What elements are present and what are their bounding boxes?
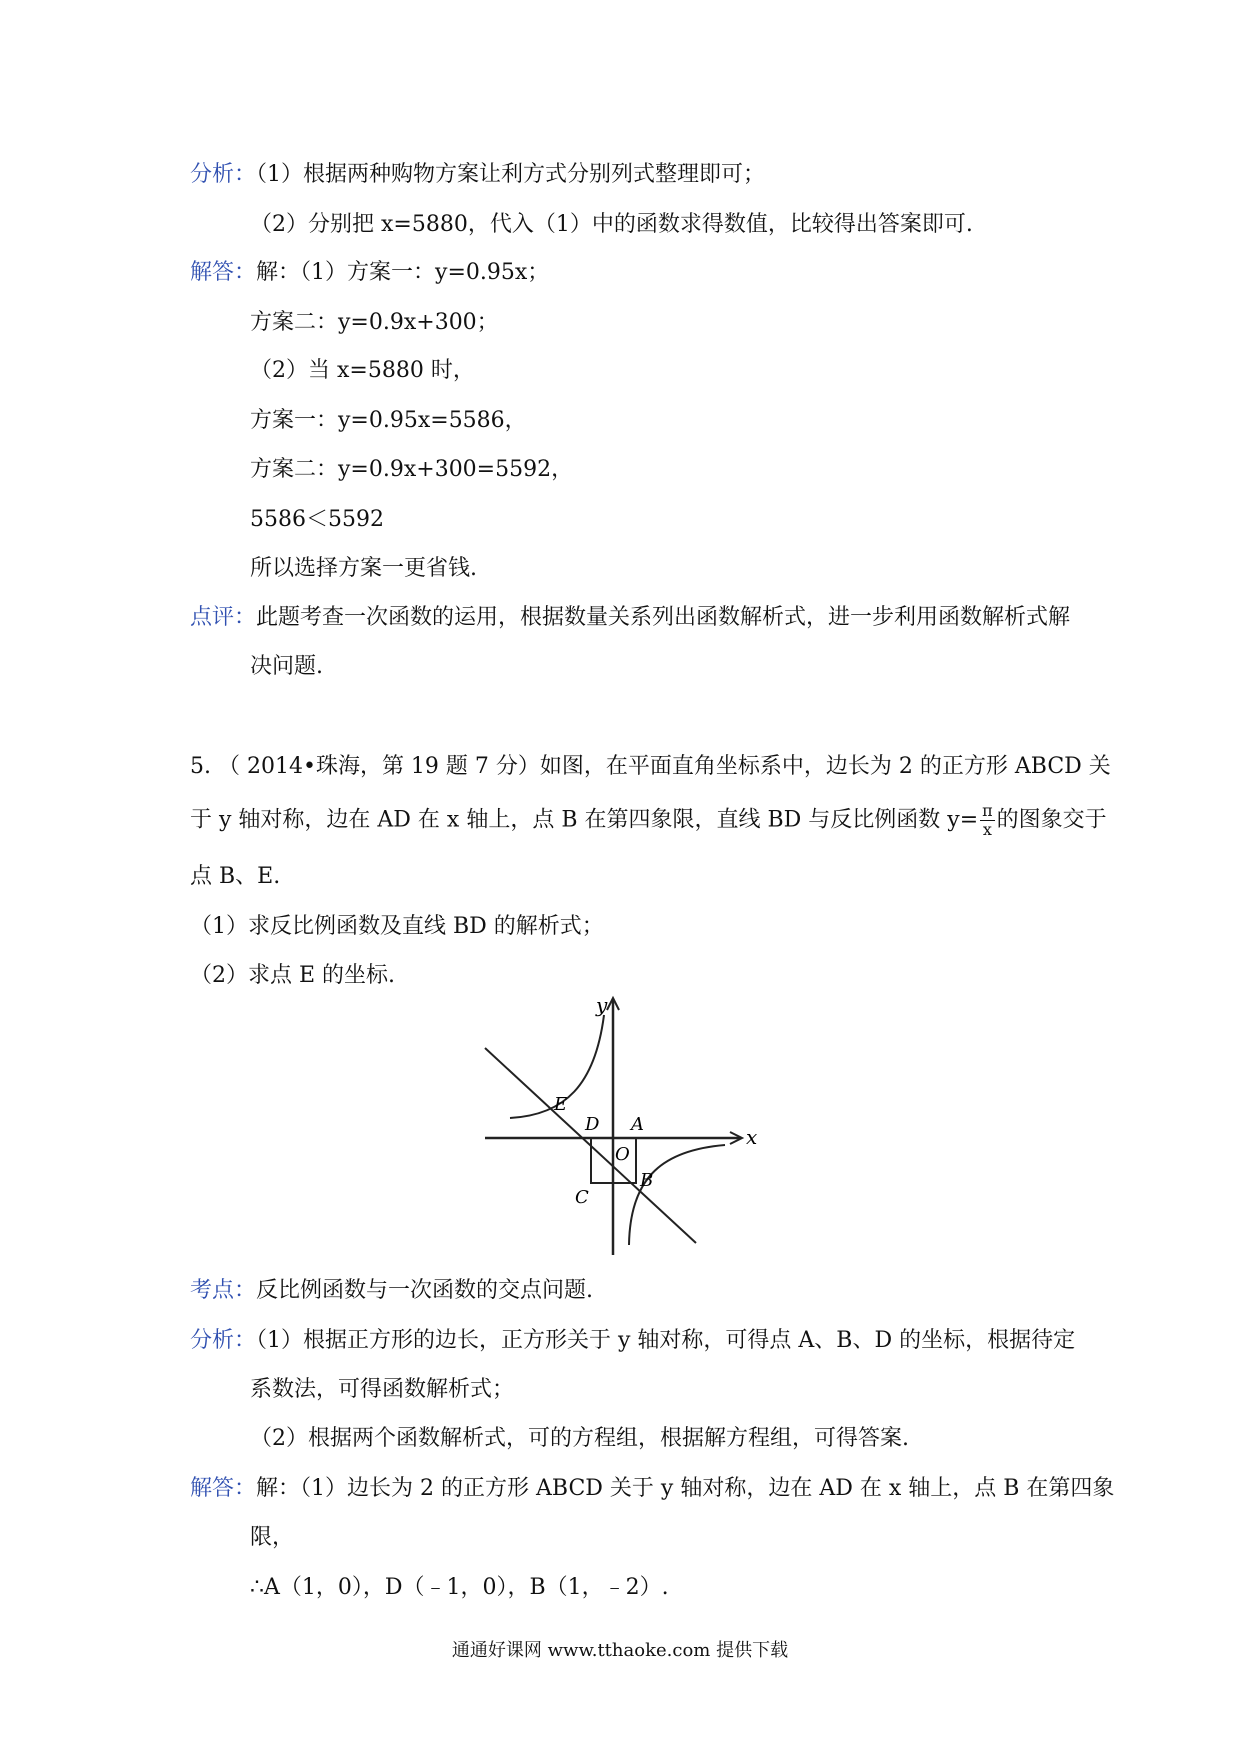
solution-answer-line-1: [190, 1474, 1114, 1504]
label-o: O: [615, 1144, 630, 1165]
analysis-text-1: （1）根据两种购物方案让利方式分别列式整理即可；: [256, 162, 766, 187]
comment-text-1: 此题考查一次函数的运用，根据数量关系列出函数解析式，进一步利用函数解析式解: [256, 605, 1071, 630]
solution-answer-line-3: ∴A（1，0），D（﹣1，0），B（1，﹣2）.: [250, 1575, 669, 1600]
problem5-line-2: [190, 802, 1107, 839]
comment-line-1: [190, 603, 1070, 633]
solution-analysis-line-2: 系数法，可得函数解析式；: [250, 1377, 515, 1402]
answer-line-4: 方案一：y=0.95x=5586，: [250, 408, 527, 433]
coordinate-figure: [480, 990, 770, 1260]
answer-line-1: [190, 258, 549, 288]
label-y: y: [596, 993, 608, 1017]
label-x: x: [746, 1125, 758, 1149]
kaodian-line: [190, 1276, 593, 1306]
problem5-line-1: 5. （ 2014•珠海，第 19 题 7 分）如图，在平面直角坐标系中，边长为 2 的正方形 ABCD 关: [190, 754, 1111, 779]
label-c: C: [575, 1187, 589, 1208]
answer-line-7: 所以选择方案一更省钱.: [250, 556, 477, 581]
kaodian-text: 反比例函数与一次函数的交点问题.: [256, 1278, 594, 1303]
solution-analysis-line-1: [190, 1326, 1075, 1356]
solution-analysis-text-1: （1）根据正方形的边长，正方形关于 y 轴对称，可得点 A、B、D 的坐标，根据待定: [256, 1328, 1076, 1353]
solution-answer-line-2: 限，: [250, 1525, 295, 1550]
fraction-numerator: π: [982, 801, 993, 820]
fraction-denominator: x: [982, 820, 992, 839]
question-2: （2）求点 E 的坐标.: [190, 963, 396, 988]
question-1: （1）求反比例函数及直线 BD 的解析式；: [190, 914, 604, 939]
inverse-function-fraction: [980, 802, 995, 839]
answer-line-6: 5586＜5592: [250, 507, 384, 532]
comment-label: 点评：: [190, 605, 257, 630]
analysis-line-1: [190, 160, 765, 190]
answer-line-2: 方案二：y=0.9x+300；: [250, 310, 499, 335]
problem5-line-2-pre: 于 y 轴对称，边在 AD 在 x 轴上，点 B 在第四象限，直线 BD 与反比例函数 y=: [190, 807, 979, 833]
answer-text-1: 解：（1）方案一：y=0.95x；: [256, 260, 550, 285]
problem5-line-2-post: 的图象交于: [996, 807, 1107, 833]
problem5-line-3: 点 B、E.: [190, 864, 281, 889]
label-e: E: [554, 1094, 568, 1115]
label-a: A: [631, 1114, 644, 1135]
solution-analysis-line-3: （2）根据两个函数解析式，可的方程组，根据解方程组，可得答案.: [250, 1426, 909, 1451]
answer-line-3: （2）当 x=5880 时，: [250, 358, 475, 383]
solution-analysis-label: 分析：: [190, 1328, 257, 1353]
analysis-line-2: （2）分别把 x=5880，代入（1）中的函数求得数值，比较得出答案即可.: [250, 212, 973, 237]
label-d: D: [585, 1114, 600, 1135]
comment-line-2: 决问题.: [250, 654, 323, 679]
answer-line-5: 方案二：y=0.9x+300=5592，: [250, 457, 574, 482]
kaodian-label: 考点：: [190, 1278, 257, 1303]
label-b: B: [640, 1170, 654, 1191]
page-footer: 通通好课网 www.tthaoke.com 提供下载: [451, 1640, 789, 1661]
answer-label: 解答：: [190, 260, 257, 285]
solution-answer-text-1: 解：（1）边长为 2 的正方形 ABCD 关于 y 轴对称，边在 AD 在 x 轴上，点 B 在第四象: [256, 1476, 1115, 1501]
analysis-label: 分析：: [190, 162, 257, 187]
line-bd: [485, 1048, 696, 1243]
solution-answer-label: 解答：: [190, 1476, 257, 1501]
